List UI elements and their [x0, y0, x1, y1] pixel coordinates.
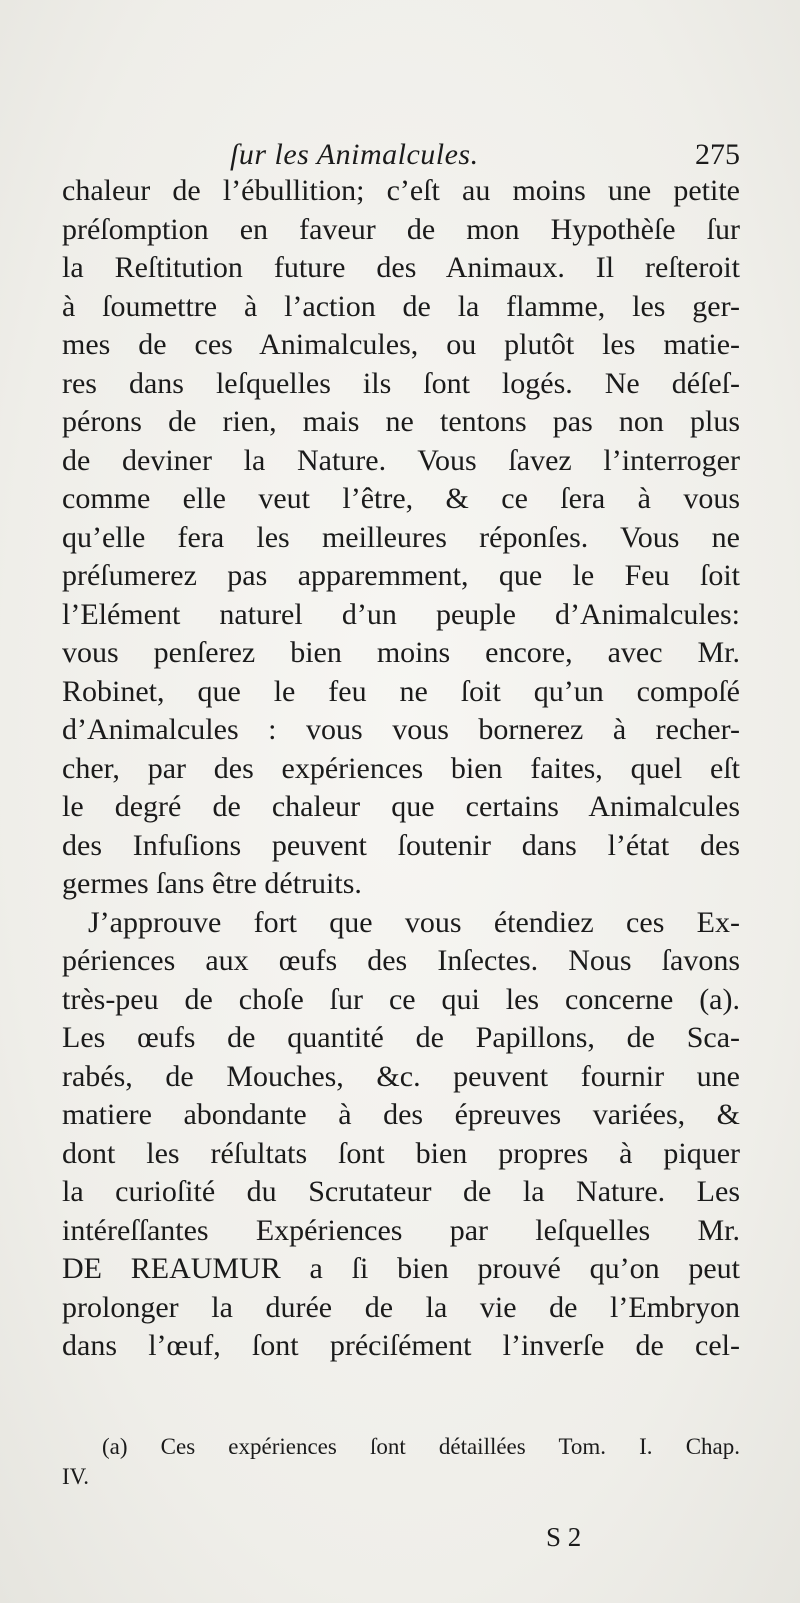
text-line: à ſoumettre à l’action de la flamme, les ger- [62, 289, 740, 323]
text-line: d’Animalcules : vous vous bornerez à recher- [62, 713, 740, 746]
text-line: la Reſtitution future des Animaux. Il reſteroit [62, 251, 740, 284]
text-line: comme elle veut l’être, & ce ſera à vous [62, 482, 740, 515]
text-line: dont les réſultats ſont bien propres à piquer [62, 1136, 740, 1170]
footnote-line: IV. [62, 1464, 90, 1489]
text-line: préſomption en faveur de mon Hypothèſe ſur [62, 212, 740, 246]
text-line: préſumerez pas apparemment, que le Feu ſoit [62, 559, 740, 592]
page-number: 275 [695, 138, 740, 171]
text-line: matiere abondante à des épreuves variées, & [62, 1098, 740, 1131]
running-head: ſur les Animalcules. [230, 138, 479, 171]
text-line: la curioſité du Scrutateur de la Nature. Les [62, 1175, 740, 1208]
text-line: chaleur de l’ébullition; c’eſt au moins une petite [62, 174, 740, 207]
footnote-line: (a) Ces expériences ſont détaillées Tom. I. Chap. [102, 1434, 740, 1459]
signature-mark: S 2 [546, 1522, 582, 1552]
text-line: cher, par des expériences bien faites, quel eſt [62, 751, 740, 785]
text-line: Robinet, que le feu ne ſoit qu’un compoſé [62, 674, 740, 708]
text-line: très-peu de choſe ſur ce qui les concerne (a). [62, 982, 740, 1016]
text-line: l’Elément naturel d’un peuple d’Animalcules: [62, 597, 740, 631]
text-line: des Infuſions peuvent ſoutenir dans l’état des [62, 828, 740, 862]
text-line: périences aux œufs des Inſectes. Nous ſavons [62, 944, 740, 977]
text-line: germes ſans être détruits. [62, 867, 362, 900]
text-line: Les œufs de quantité de Papillons, de Sca- [62, 1021, 740, 1054]
text-line: prolonger la durée de la vie de l’Embryon [62, 1290, 740, 1324]
text-line: dans l’œuf, ſont préciſément l’inverſe de cel- [62, 1329, 740, 1362]
text-line: rabés, de Mouches, &c. peuvent fournir une [62, 1059, 740, 1093]
footnote [62, 1432, 740, 1492]
text-line: de deviner la Nature. Vous ſavez l’interroger [62, 443, 740, 477]
text-line: le degré de chaleur que certains Animalcules [62, 790, 740, 823]
text-line: intéreſſantes Expériences par leſquelles Mr. [62, 1213, 740, 1247]
paragraph-start-line: J’approuve fort que vous étendiez ces Ex- [88, 905, 740, 939]
text-line: mes de ces Animalcules, ou plutôt les matie- [62, 328, 740, 361]
text-line: DE REAUMUR a ſi bien prouvé qu’on peut [62, 1252, 740, 1285]
body-text [62, 172, 740, 1366]
text-line: qu’elle fera les meilleures réponſes. Vous ne [62, 520, 740, 554]
text-line: pérons de rien, mais ne tentons pas non plus [62, 405, 740, 438]
text-line: res dans leſquelles ils ſont logés. Ne déſeſ- [62, 366, 740, 400]
text-line: vous penſerez bien moins encore, avec Mr. [62, 636, 740, 669]
